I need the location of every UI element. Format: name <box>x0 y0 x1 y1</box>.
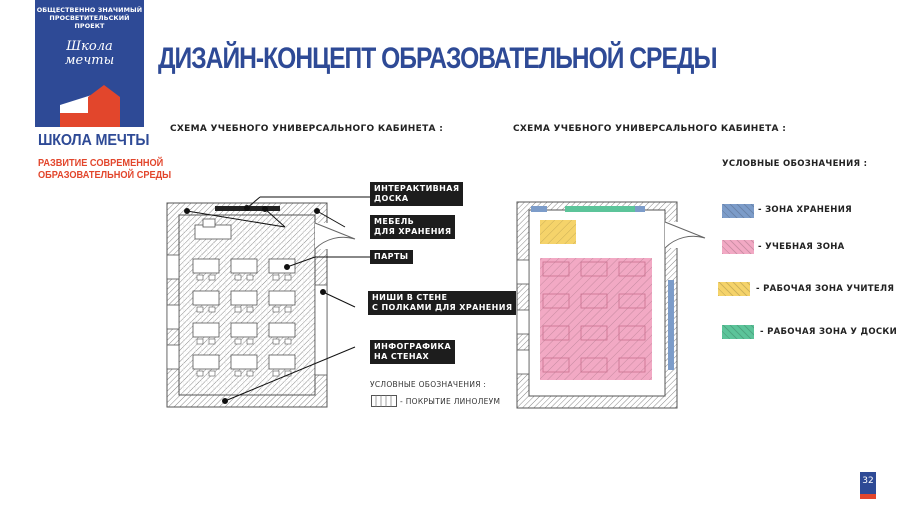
right-floor-plan <box>515 200 715 412</box>
logo-tagline <box>35 6 144 30</box>
linoleum-swatch <box>371 395 397 407</box>
learning-zone-swatch <box>722 240 754 254</box>
logo-script-line-2: мечты <box>64 53 115 68</box>
callout-storage-furniture <box>370 215 455 239</box>
page-number-accent <box>860 494 876 499</box>
left-legend-title: УСЛОВНЫЕ ОБОЗНАЧЕНИЯ : <box>370 380 487 389</box>
left-floor-plan <box>165 195 370 410</box>
brand-subtitle-line-1: РАЗВИТИЕ СОВРЕМЕННОЙ <box>38 158 164 169</box>
teacher-zone-swatch <box>718 282 750 296</box>
logo-script-line-1: Школа <box>66 39 113 54</box>
page-number: 32 <box>860 472 876 494</box>
callout-interactive-board-line-1: ИНТЕРАКТИВНАЯ <box>374 184 460 193</box>
callout-wall-niches <box>368 291 516 315</box>
right-legend-title: УСЛОВНЫЕ ОБОЗНАЧЕНИЯ : <box>722 159 868 169</box>
callout-wall-infographics-line-2: НА СТЕНАХ <box>374 352 430 361</box>
right-scheme-heading: СХЕМА УЧЕБНОГО УНИВЕРСАЛЬНОГО КАБИНЕТА : <box>513 124 787 134</box>
legend-learning-zone: - УЧЕБНАЯ ЗОНА <box>758 242 845 252</box>
callout-storage-furniture-line-2: ДЛЯ ХРАНЕНИЯ <box>374 227 452 236</box>
callout-wall-infographics-line-1: ИНФОГРАФИКА <box>374 342 452 351</box>
brand-subtitle-line-2: ОБРАЗОВАТЕЛЬНОЙ СРЕДЫ <box>38 170 172 181</box>
callout-desks <box>370 250 413 264</box>
callout-interactive-board <box>370 182 463 206</box>
left-legend-linoleum: - ПОКРЫТИЕ ЛИНОЛЕУМ <box>400 397 501 406</box>
callout-desks-line-1: ПАРТЫ <box>374 252 409 261</box>
callout-wall-niches-line-2: С ПОЛКАМИ ДЛЯ ХРАНЕНИЯ <box>372 303 513 312</box>
callout-interactive-board-line-2: ДОСКА <box>374 194 409 203</box>
logo-tagline-line-2: ПРОСВЕТИТЕЛЬСКИЙ ПРОЕКТ <box>49 14 130 30</box>
left-scheme-heading: СХЕМА УЧЕБНОГО УНИВЕРСАЛЬНОГО КАБИНЕТА : <box>170 124 444 134</box>
storage-zone-swatch <box>722 204 754 218</box>
callout-wall-niches-line-1: НИШИ В СТЕНЕ <box>372 293 448 302</box>
callout-storage-furniture-line-1: МЕБЕЛЬ <box>374 217 415 226</box>
legend-storage-zone: - ЗОНА ХРАНЕНИЯ <box>758 205 852 215</box>
legend-teacher-zone: - РАБОЧАЯ ЗОНА УЧИТЕЛЯ <box>756 284 895 294</box>
logo <box>35 0 144 127</box>
logo-script-text <box>35 40 144 68</box>
brand-subtitle <box>38 158 171 182</box>
page-title: ДИЗАЙН-КОНЦЕПТ ОБРАЗОВАТЕЛЬНОЙ СРЕДЫ <box>158 42 717 75</box>
brand-name: ШКОЛА МЕЧТЫ <box>38 132 150 149</box>
house-icon <box>60 83 120 127</box>
board-zone-swatch <box>722 325 754 339</box>
legend-board-zone: - РАБОЧАЯ ЗОНА У ДОСКИ <box>760 327 898 337</box>
callout-wall-infographics <box>370 340 455 364</box>
logo-tagline-line-1: ОБЩЕСТВЕННО ЗНАЧИМЫЙ <box>36 6 143 14</box>
